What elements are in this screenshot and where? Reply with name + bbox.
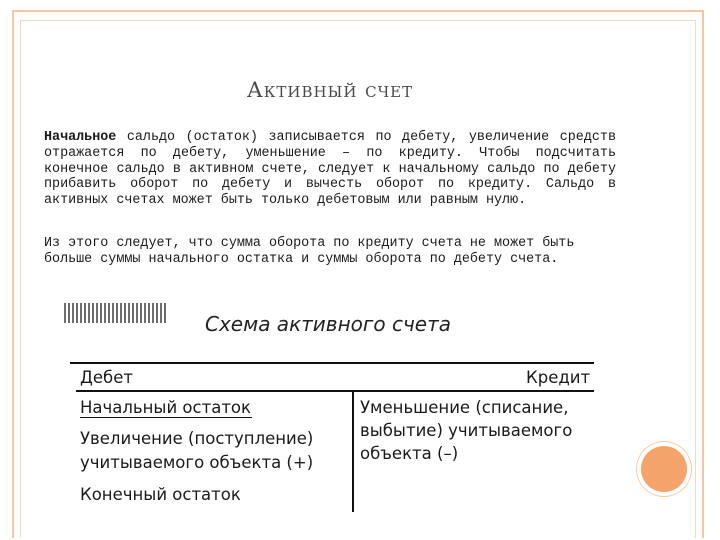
paragraph-lead-word: Начальное — [44, 130, 117, 145]
decorative-circle-icon — [641, 446, 687, 492]
paragraph-definition-text: сальдо (остаток) записывается по дебету, увеличение средств отражается по дебету, уменьшение – по кредиту. Чтобы подсчитать конечное сальдо в активном счете, следует к начальному сальдо по дебету прибавить оборот по дебету и вычесть оборот по кредиту. Сальдо в активных счетах может быть только дебетовым или равным нулю. — [44, 130, 616, 209]
credit-header: Кредит — [526, 368, 591, 387]
credit-decrease: Уменьшение (списание, выбытие) учитываемого объекта (–) — [360, 398, 573, 463]
debit-increase: Увеличение (поступление) учитываемого объекта (+) — [80, 429, 314, 472]
t-account-top-rule — [70, 362, 594, 364]
debit-opening-balance: Начальный остаток — [80, 398, 251, 417]
t-account-divider — [352, 390, 354, 512]
scheme-title: Схема активного счета — [205, 312, 452, 336]
paragraph-conclusion: Из этого следует, что сумма оборота по кредиту счета не может быть больше суммы начального остатка и суммы оборота по дебету счета. — [44, 236, 575, 267]
t-account-header-rule — [76, 390, 594, 392]
debit-header: Дебет — [80, 368, 133, 387]
slide-title: Активный счет — [246, 78, 414, 102]
debit-closing-balance: Конечный остаток — [80, 485, 241, 504]
paragraph-definition — [44, 130, 616, 209]
scan-artifact — [64, 303, 168, 323]
debit-opening-underline — [80, 417, 252, 418]
